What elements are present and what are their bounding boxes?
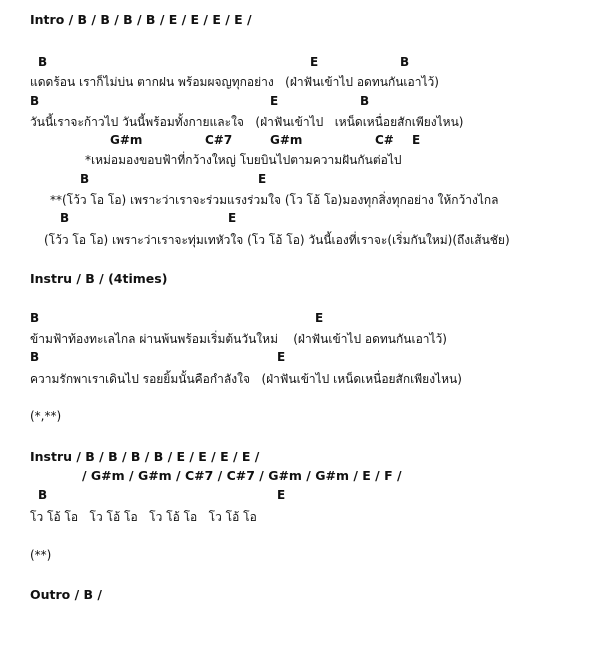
intro-line: Intro / B / B / B / B / E / E / E / E / bbox=[30, 12, 252, 27]
chord: E bbox=[310, 55, 319, 69]
lyric-line: ความรักพาเราเดินไป รอยยิ้มนั้นคือกำลังใจ (ฝ่าฟันเข้าไป เหน็ดเหนื่อยสักเพียงไหน) bbox=[30, 372, 462, 386]
lyric-line: (โว้ว โอ โอ) เพราะว่าเราจะทุ่มเทหัวใจ (โว โอ้ โอ) วันนี้เองที่เราจะ(เริ่มกันใหม่)(ถึงเส้นชัย) bbox=[44, 233, 510, 247]
repeat-marker: (**) bbox=[30, 548, 52, 562]
chord: E bbox=[315, 311, 324, 325]
chord: B bbox=[38, 55, 48, 69]
lyric-line: *เหม่อมองขอบฟ้าที่กว้างใหญ่ โบยบินไปตามความฝันกันต่อไป bbox=[85, 153, 402, 167]
chord: B bbox=[30, 94, 40, 108]
instru-line: / G#m / G#m / C#7 / C#7 / G#m / G#m / E / F / bbox=[82, 468, 402, 483]
lyric-line: โว โอ้ โอ โว โอ้ โอ โว โอ้ โอ โว โอ้ โอ bbox=[30, 510, 257, 524]
chord: E bbox=[277, 488, 286, 502]
lyric-line: **(โว้ว โอ โอ) เพราะว่าเราจะร่วมแรงร่วมใจ (โว โอ้ โอ)มองทุกสิ่งทุกอย่าง ให้กว้างไกล bbox=[50, 193, 499, 207]
lyric-line: ข้ามฟ้าท้องทะเลไกล ผ่านพ้นพร้อมเริ่มต้นวันใหม่ (ฝ่าฟันเข้าไป อดทนกันเอาไว้) bbox=[30, 332, 447, 346]
outro-line: Outro / B / bbox=[30, 587, 102, 602]
chord: C#7 bbox=[205, 133, 233, 147]
chord: G#m bbox=[110, 133, 143, 147]
chord: B bbox=[80, 172, 90, 186]
chord: G#m bbox=[270, 133, 303, 147]
chord: B bbox=[30, 350, 40, 364]
instru-line: Instru / B / (4times) bbox=[30, 271, 168, 286]
chord: E bbox=[277, 350, 286, 364]
lyric-line: แดดร้อน เราก็ไม่บ่น ตากฝน พร้อมผจญทุกอย่าง (ฝ่าฟันเข้าไป อดทนกันเอาไว้) bbox=[30, 75, 439, 89]
repeat-marker: (*,**) bbox=[30, 409, 62, 423]
chord: E bbox=[258, 172, 267, 186]
chord: B bbox=[38, 488, 48, 502]
chord: E bbox=[228, 211, 237, 225]
chord: B bbox=[400, 55, 410, 69]
chord: B bbox=[30, 311, 40, 325]
lyric-line: วันนี้เราจะก้าวไป วันนี้พร้อมทั้งกายและใจ (ฝ่าฟันเข้าไป เหน็ดเหนื่อยสักเพียงไหน) bbox=[30, 115, 464, 129]
chord: B bbox=[60, 211, 70, 225]
chord: E bbox=[412, 133, 421, 147]
chord: B bbox=[360, 94, 370, 108]
instru-line: Instru / B / B / B / B / E / E / E / E / bbox=[30, 449, 260, 464]
chord: C# bbox=[375, 133, 394, 147]
chord: E bbox=[270, 94, 279, 108]
